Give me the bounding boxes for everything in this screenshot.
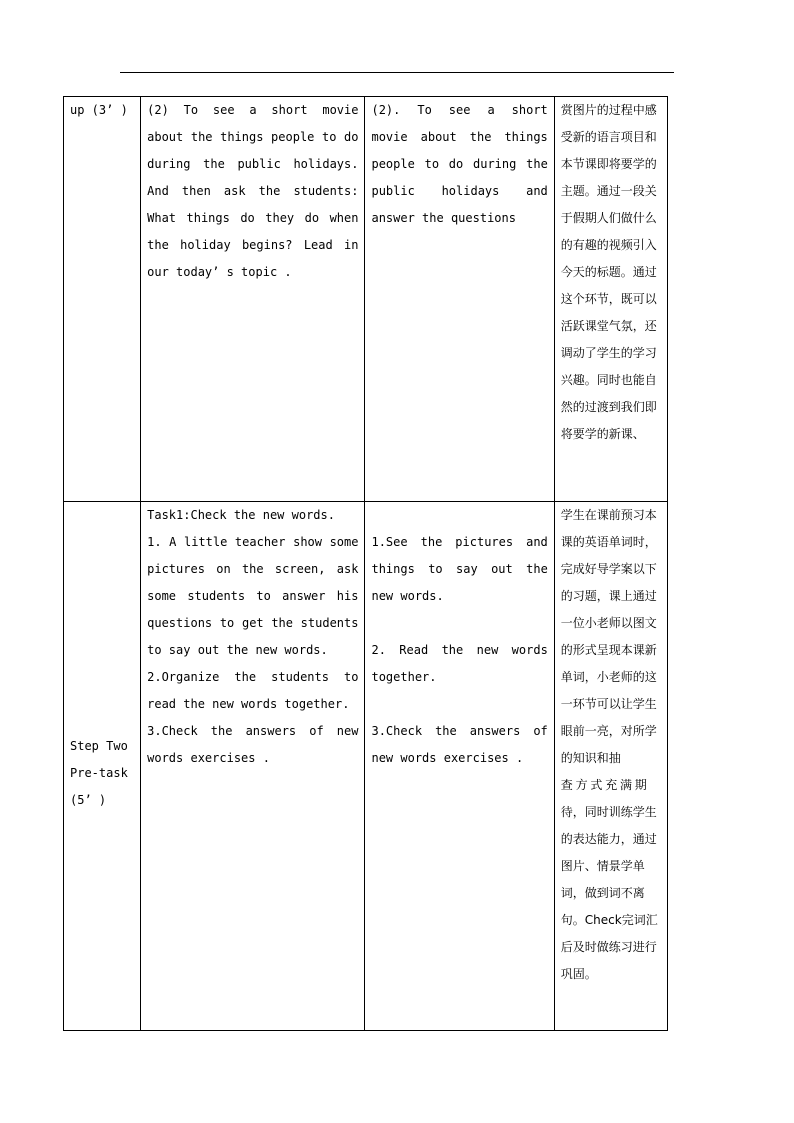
student-activity-cell xyxy=(365,502,554,1031)
spacer xyxy=(371,691,547,718)
design-purpose-cell xyxy=(554,502,667,1031)
teacher-activity-cell xyxy=(141,97,365,502)
step-label-line1: Step Two xyxy=(70,738,128,753)
design-purpose-text-b: 查方式充满期 xyxy=(560,778,650,792)
design-purpose-text: 赏图片的过程中感受新的语言项目和本节课即将要学的主题。通过一段关于假期人们做什么的有趣的视频引入今天的标题。通过这个环节，既可以活跃课堂气氛，还调动了学生的学习兴趣。同时也能自然的过渡到我们即将要学的新课、 xyxy=(560,103,657,441)
step-label: up (3’ ) xyxy=(70,103,128,117)
header-rule xyxy=(120,72,674,73)
teacher-step-1: 1. A little teacher show some pictures on the screen, ask some students to answer his questions to get the students to say out the new words. xyxy=(147,535,359,657)
spacer xyxy=(371,610,547,637)
lesson-plan-table xyxy=(63,96,668,1031)
step-cell xyxy=(64,502,141,1031)
student-step-1: 1.See the pictures and things to say out the new words. xyxy=(371,535,548,603)
student-step-2: 2. Read the new words together. xyxy=(371,643,548,684)
teacher-activity-cell xyxy=(141,502,365,1031)
step-label-line2: Pre-task xyxy=(70,765,128,780)
step-label-line3: (5’ ) xyxy=(70,792,107,807)
step-cell xyxy=(64,97,141,502)
spacer xyxy=(371,502,547,529)
design-purpose-text-c: 待，同时训练学生的表达能力，通过图片、情景学单词，做到词不离句。Check完词汇后及时做练习进行巩固。 xyxy=(560,805,658,981)
student-step-3: 3.Check the answers of new words exercises . xyxy=(371,724,548,765)
table-row xyxy=(64,97,668,502)
teacher-activity-text: (2) To see a short movie about the things people to do during the public holidays. And then ask the students: What things do they do when the holiday begins? Lead in our today’ s topic . xyxy=(147,103,359,279)
student-activity-cell xyxy=(365,97,554,502)
student-activity-text: (2). To see a short movie about the things people to do during the public holidays and answer the questions xyxy=(371,103,548,225)
design-purpose-text-a: 学生在课前预习本课的英语单词时，完成好导学案以下的习题，课上通过一位小老师以图文的形式呈现本课新单词，小老师的这一环节可以让学生眼前一亮，对所学的知识和抽 xyxy=(560,508,657,765)
teacher-step-3: 3.Check the answers of new words exercises . xyxy=(147,724,359,765)
teacher-task-heading: Task1:Check the new words. xyxy=(147,508,335,522)
table-row xyxy=(64,502,668,1031)
design-purpose-cell xyxy=(554,97,667,502)
teacher-step-2: 2.Organize the students to read the new words together. xyxy=(147,670,359,711)
